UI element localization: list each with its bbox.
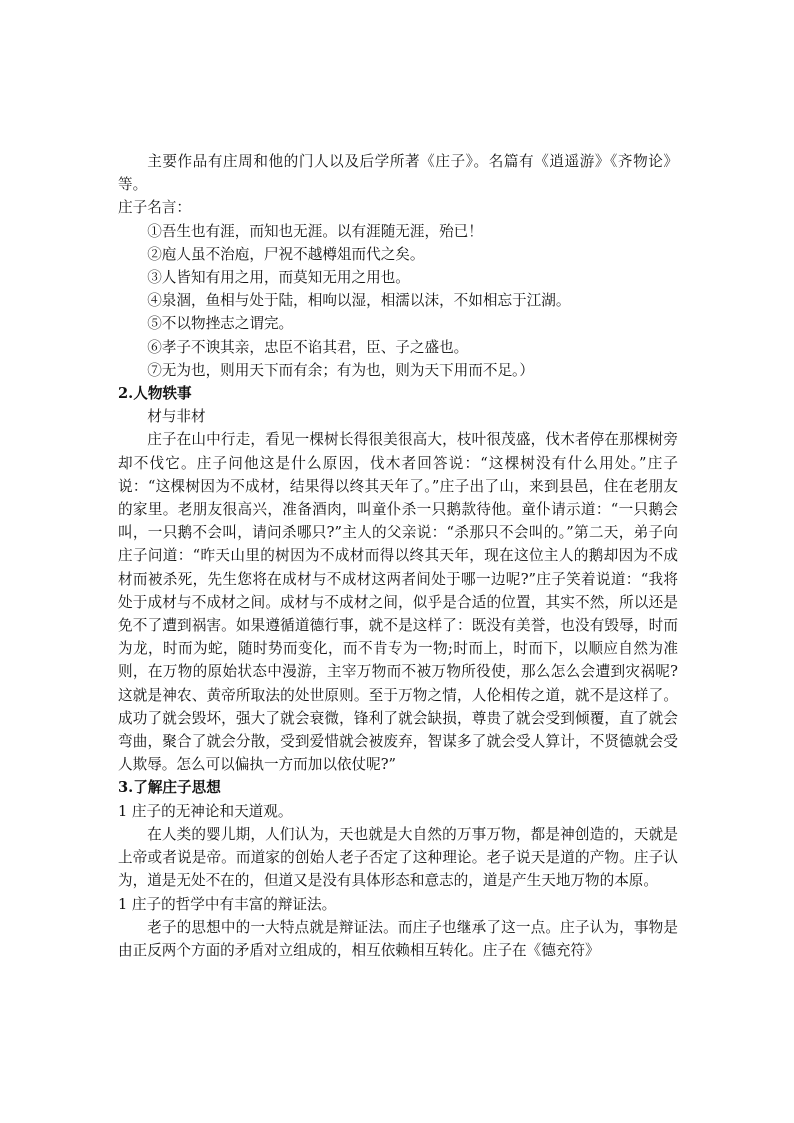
quote-item-7: ⑦无为也，则用天下而有余；有为也，则为天下用而不足。）: [147, 361, 534, 379]
story-paragraph: 庄子在山中行走，看见一棵树长得很美很高大，枝叶很茂盛，伐木者停在那棵树旁却不伐它。庄子问他这是什么原因，伐木者回答说：“这棵树没有什么用处。”庄子说：“这棵树因为不成材，结果得以终其天年了。”庄子出了山，来到县邑，住在老朋友的家里。老朋友很高兴，准备酒肉，叫童仆杀一只鹅款待他。童仆请示道：“一只鹅会叫，一只鹅不会叫，请问杀哪只?”主人的父亲说：“杀那只不会叫的。”第二天，弟子向庄子问道：“昨天山里的树因为不成材而得以终其天年，现在这位主人的鹅却因为不成材而被杀死，先生您将在成材与不成材这两者间处于哪一边呢?”庄子笑着说道：“我将处于成材与不成材之间。成材与不成材之间，似乎是合适的位置，其实不然，所以还是免不了遭到祸害。如果遵循道德行事，就不是这样了：既没有美誉，也没有毁辱，时而为龙，时而为蛇，随时势而变化，而不肯专为一物;时而上，时而下，以顺应自然为准则，在万物的原始状态中漫游，主宰万物而不被万物所役使，那么怎么会遭到灾祸呢?这就是神农、黄帝所取法的处世原则。至于万物之情，人伦相传之道，就不是这样了。成功了就会毁坏，强大了就会衰微，锋利了就会缺损，尊贵了就会受到倾覆，直了就会弯曲，聚合了就会分散，受到爱惜就会被废弃，智谋多了就会受人算计，不贤德就会受人欺辱。怎么可以偏执一方而加以依仗呢?”: [118, 431, 678, 774]
section-heading-thought: 3.了解庄子思想: [118, 779, 221, 797]
point-atheism-paragraph: 在人类的婴儿期，人们认为，天也就是大自然的万事万物，都是神创造的，天就是上帝或者说是帝。而道家的创始人老子否定了这种理论。老子说天是道的产物。庄子认为，道是无处不在的，但道又是没有具体形态和意志的，道是产生天地万物的本原。: [118, 825, 678, 890]
document-page: [118, 150, 678, 962]
quote-item-5: ⑤不以物挫志之谓完。: [147, 315, 294, 333]
quote-item-4: ④泉涸，鱼相与处于陆，相呴以湿，相濡以沫，不如相忘于江湖。: [147, 292, 571, 310]
quotes-title: 庄子名言：: [118, 199, 191, 217]
quote-item-1: ①吾生也有涯，而知也无涯。以有涯随无涯，殆已！: [147, 222, 483, 240]
story-subtitle: 材与非材: [147, 408, 206, 426]
section-heading-anecdotes: 2.人物轶事: [118, 385, 192, 403]
point-atheism-title: 1 庄子的无神论和天道观。: [118, 802, 293, 820]
quote-item-6: ⑥孝子不谀其亲，忠臣不谄其君，臣、子之盛也。: [147, 338, 469, 356]
quote-item-2: ②庖人虽不治庖，尸祝不越樽俎而代之矣。: [147, 245, 425, 263]
intro-paragraph: 主要作品有庄周和他的门人以及后学所著《庄子》。名篇有《逍遥游》《齐物论》等。: [118, 153, 678, 194]
point-dialectics-paragraph: 老子的思想中的一大特点就是辩证法。而庄子也继承了这一点。庄子认为，事物是由正反两个方面的矛盾对立组成的，相互依赖相互转化。庄子在《德充符》: [118, 918, 678, 959]
point-dialectics-title: 1 庄子的哲学中有丰富的辩证法。: [118, 895, 337, 913]
quote-item-3: ③人皆知有用之用，而莫知无用之用也。: [147, 269, 410, 287]
